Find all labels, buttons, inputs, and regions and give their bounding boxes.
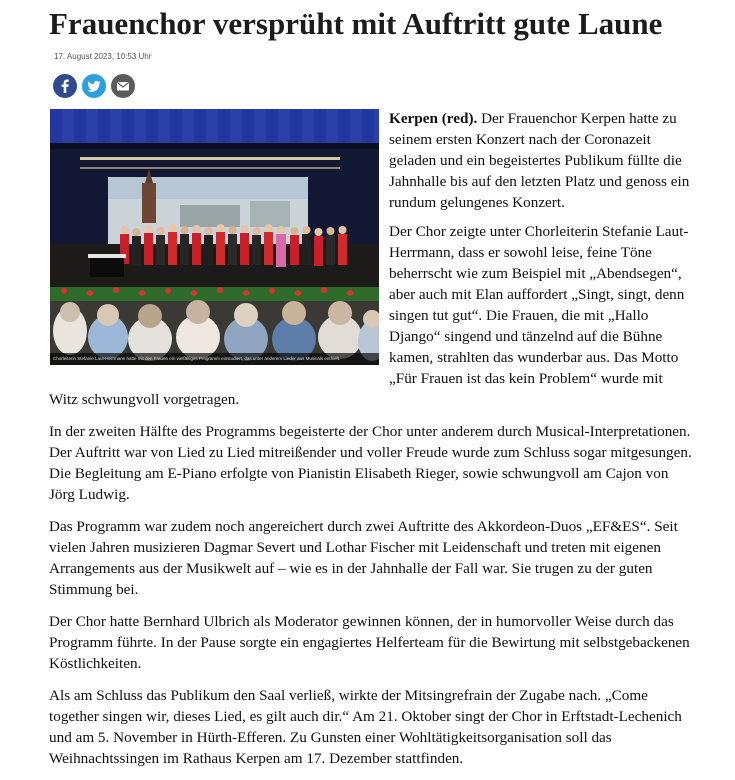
image-caption: Chorleiterin Stefanie Laut-Herrmann hatte mit den Frauen ein vielfältiges Programm einstudiert, das unter anderem Lieder aus Musicals enthielt. bbox=[50, 353, 379, 365]
article-dateline: 17. August 2023, 10:53 Uhr bbox=[54, 52, 152, 61]
twitter-share-button[interactable] bbox=[82, 74, 106, 98]
paragraph-5: Der Chor hatte Bernhard Ulbrich als Moderator gewinnen können, der in humorvoller Weise durch das Programm führte. In der Pause sorgte ein engagiertes Helferteam für die Bewirtung mit selbstgebackenen Köstlichkeiten. bbox=[49, 613, 690, 672]
dateline-lead: Kerpen (red). bbox=[389, 110, 478, 127]
paragraph-3: In der zweiten Hälfte des Programms begeisterte der Chor unter anderem durch Musical-Interpretationen. Der Auftritt war von Lied zu Lied mitreißender und voller Freude wurde zum Schluss sogar mitgesungen. Die Begleitung am E-Piano erfolgte von Pianistin Elisabeth Rieger, sowie schwungvoll am Cajon von Jörg Ludwig. bbox=[49, 423, 692, 503]
paragraph-6: Als am Schluss das Publikum den Saal verließ, wirkte der Mitsingrefrain der Zugabe nach. „Come together singen wir, dieses Lied, es gilt auch dir.“ Am 21. Oktober singt der Chor in Erftstadt-Lechenich und am 5. November in Hürth-Efferen. Zu Gunsten einer Wohltätigkeitsorganisation soll das Weihnachtssingen im Rathaus Kerpen am 17. Dezember stattfinden. bbox=[49, 687, 682, 767]
paragraph-2: Der Chor zeigte unter Chorleiterin Stefanie Laut-Herrmann, dass er sowohl leise, feine Töne beherrscht wie zum Beispiel mit „Abendsegen“, aber auch mit Elan auffordert „Singt, singt, denn singen tut gut“. Die Frauen, die mit „Hallo Django“ singend und tänzelnd auf die Bühne kamen, strahlten das wunderbar aus. Das Motto „Für Frauen ist das kein Problem“ wurde mit Witz schwungvoll vorgetragen. bbox=[49, 223, 689, 408]
article-headline: Frauenchor versprüht mit Auftritt gute Laune bbox=[49, 6, 663, 41]
paragraph-1-text: Der Frauenchor Kerpen hatte zu seinem ersten Konzert nach der Coronazeit geladen und ein begeistertes Publikum füllte die Jahnhalle bis auf den letzten Platz und genoss ein rundum gelungenes Konzert. bbox=[389, 110, 690, 211]
paragraph-4: Das Programm war zudem noch angereichert durch zwei Auftritte des Akkordeon-Duos „EF&ES“. Seit vielen Jahren musizieren Dagmar Severt und Lothar Fischer mit Leidenschaft und treten mit eigenen Arrangements aus der Musikwelt auf – wie es in der Jahnhalle der Fall war. Sie trugen zu der guten Stimmung bei. bbox=[49, 518, 678, 598]
email-icon bbox=[111, 74, 135, 98]
article-image[interactable] bbox=[50, 109, 379, 365]
article-body bbox=[49, 108, 692, 780]
share-bar bbox=[53, 74, 135, 98]
twitter-icon bbox=[82, 74, 106, 98]
email-share-button[interactable] bbox=[111, 74, 135, 98]
facebook-icon bbox=[53, 74, 77, 98]
concert-photo bbox=[50, 109, 379, 365]
facebook-share-button[interactable] bbox=[53, 74, 77, 98]
